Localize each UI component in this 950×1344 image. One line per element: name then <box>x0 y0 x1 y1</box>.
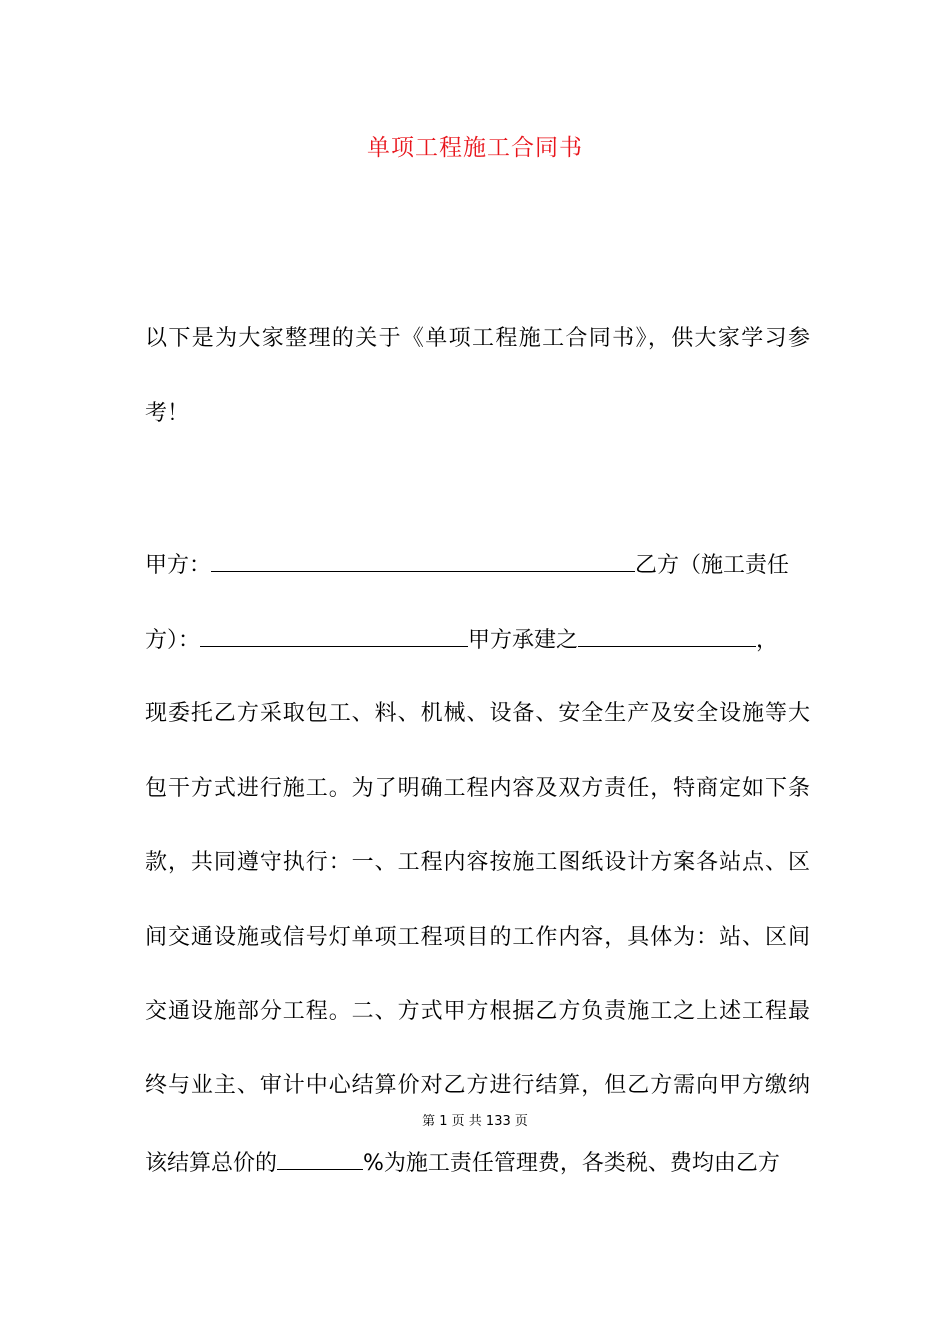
body-line-1 <box>145 547 810 581</box>
intro-line-1: 以下是为大家整理的关于《单项工程施工合同书》，供大家学习参 <box>145 326 810 351</box>
intro-line-2: 考！ <box>145 401 190 426</box>
body-line-4: 包干方式进行施工。为了明确工程内容及双方责任，特商定如下条 <box>145 776 810 801</box>
body-line-3: 现委托乙方采取包工、料、机械、设备、安全生产及安全设施等大 <box>145 701 810 726</box>
body-line-6: 间交通设施或信号灯单项工程项目的工作内容，具体为：站、区间 <box>145 925 810 950</box>
party-a-blank <box>211 547 635 572</box>
body-line-5: 款，共同遵守执行：一、工程内容按施工图纸设计方案各站点、区 <box>145 850 810 875</box>
percentage-blank <box>277 1145 363 1170</box>
body-line-8: 终与业主、审计中心结算价对乙方进行结算，但乙方需向甲方缴纳 <box>145 1073 810 1098</box>
document-title: 单项工程施工合同书 <box>367 135 583 161</box>
party-b-blank <box>200 622 468 647</box>
project-blank <box>578 622 756 647</box>
body-line-7: 交通设施部分工程。二、方式甲方根据乙方负责施工之上述工程最 <box>145 999 810 1024</box>
line2-mid: 甲方承建之 <box>468 628 579 653</box>
line2-end: ， <box>756 628 779 653</box>
party-b-label: 乙方（施工责任 <box>635 553 790 578</box>
body-line-2 <box>145 622 810 656</box>
party-a-label: 甲方： <box>145 553 212 578</box>
page-footer: 第 1 页 共 133 页 <box>422 1114 528 1129</box>
body-line-9 <box>145 1145 810 1179</box>
line9-start: 该结算总价的 <box>145 1151 278 1176</box>
line9-end: %为施工责任管理费，各类税、费均由乙方 <box>363 1151 780 1176</box>
line2-start: 方）： <box>145 628 201 653</box>
